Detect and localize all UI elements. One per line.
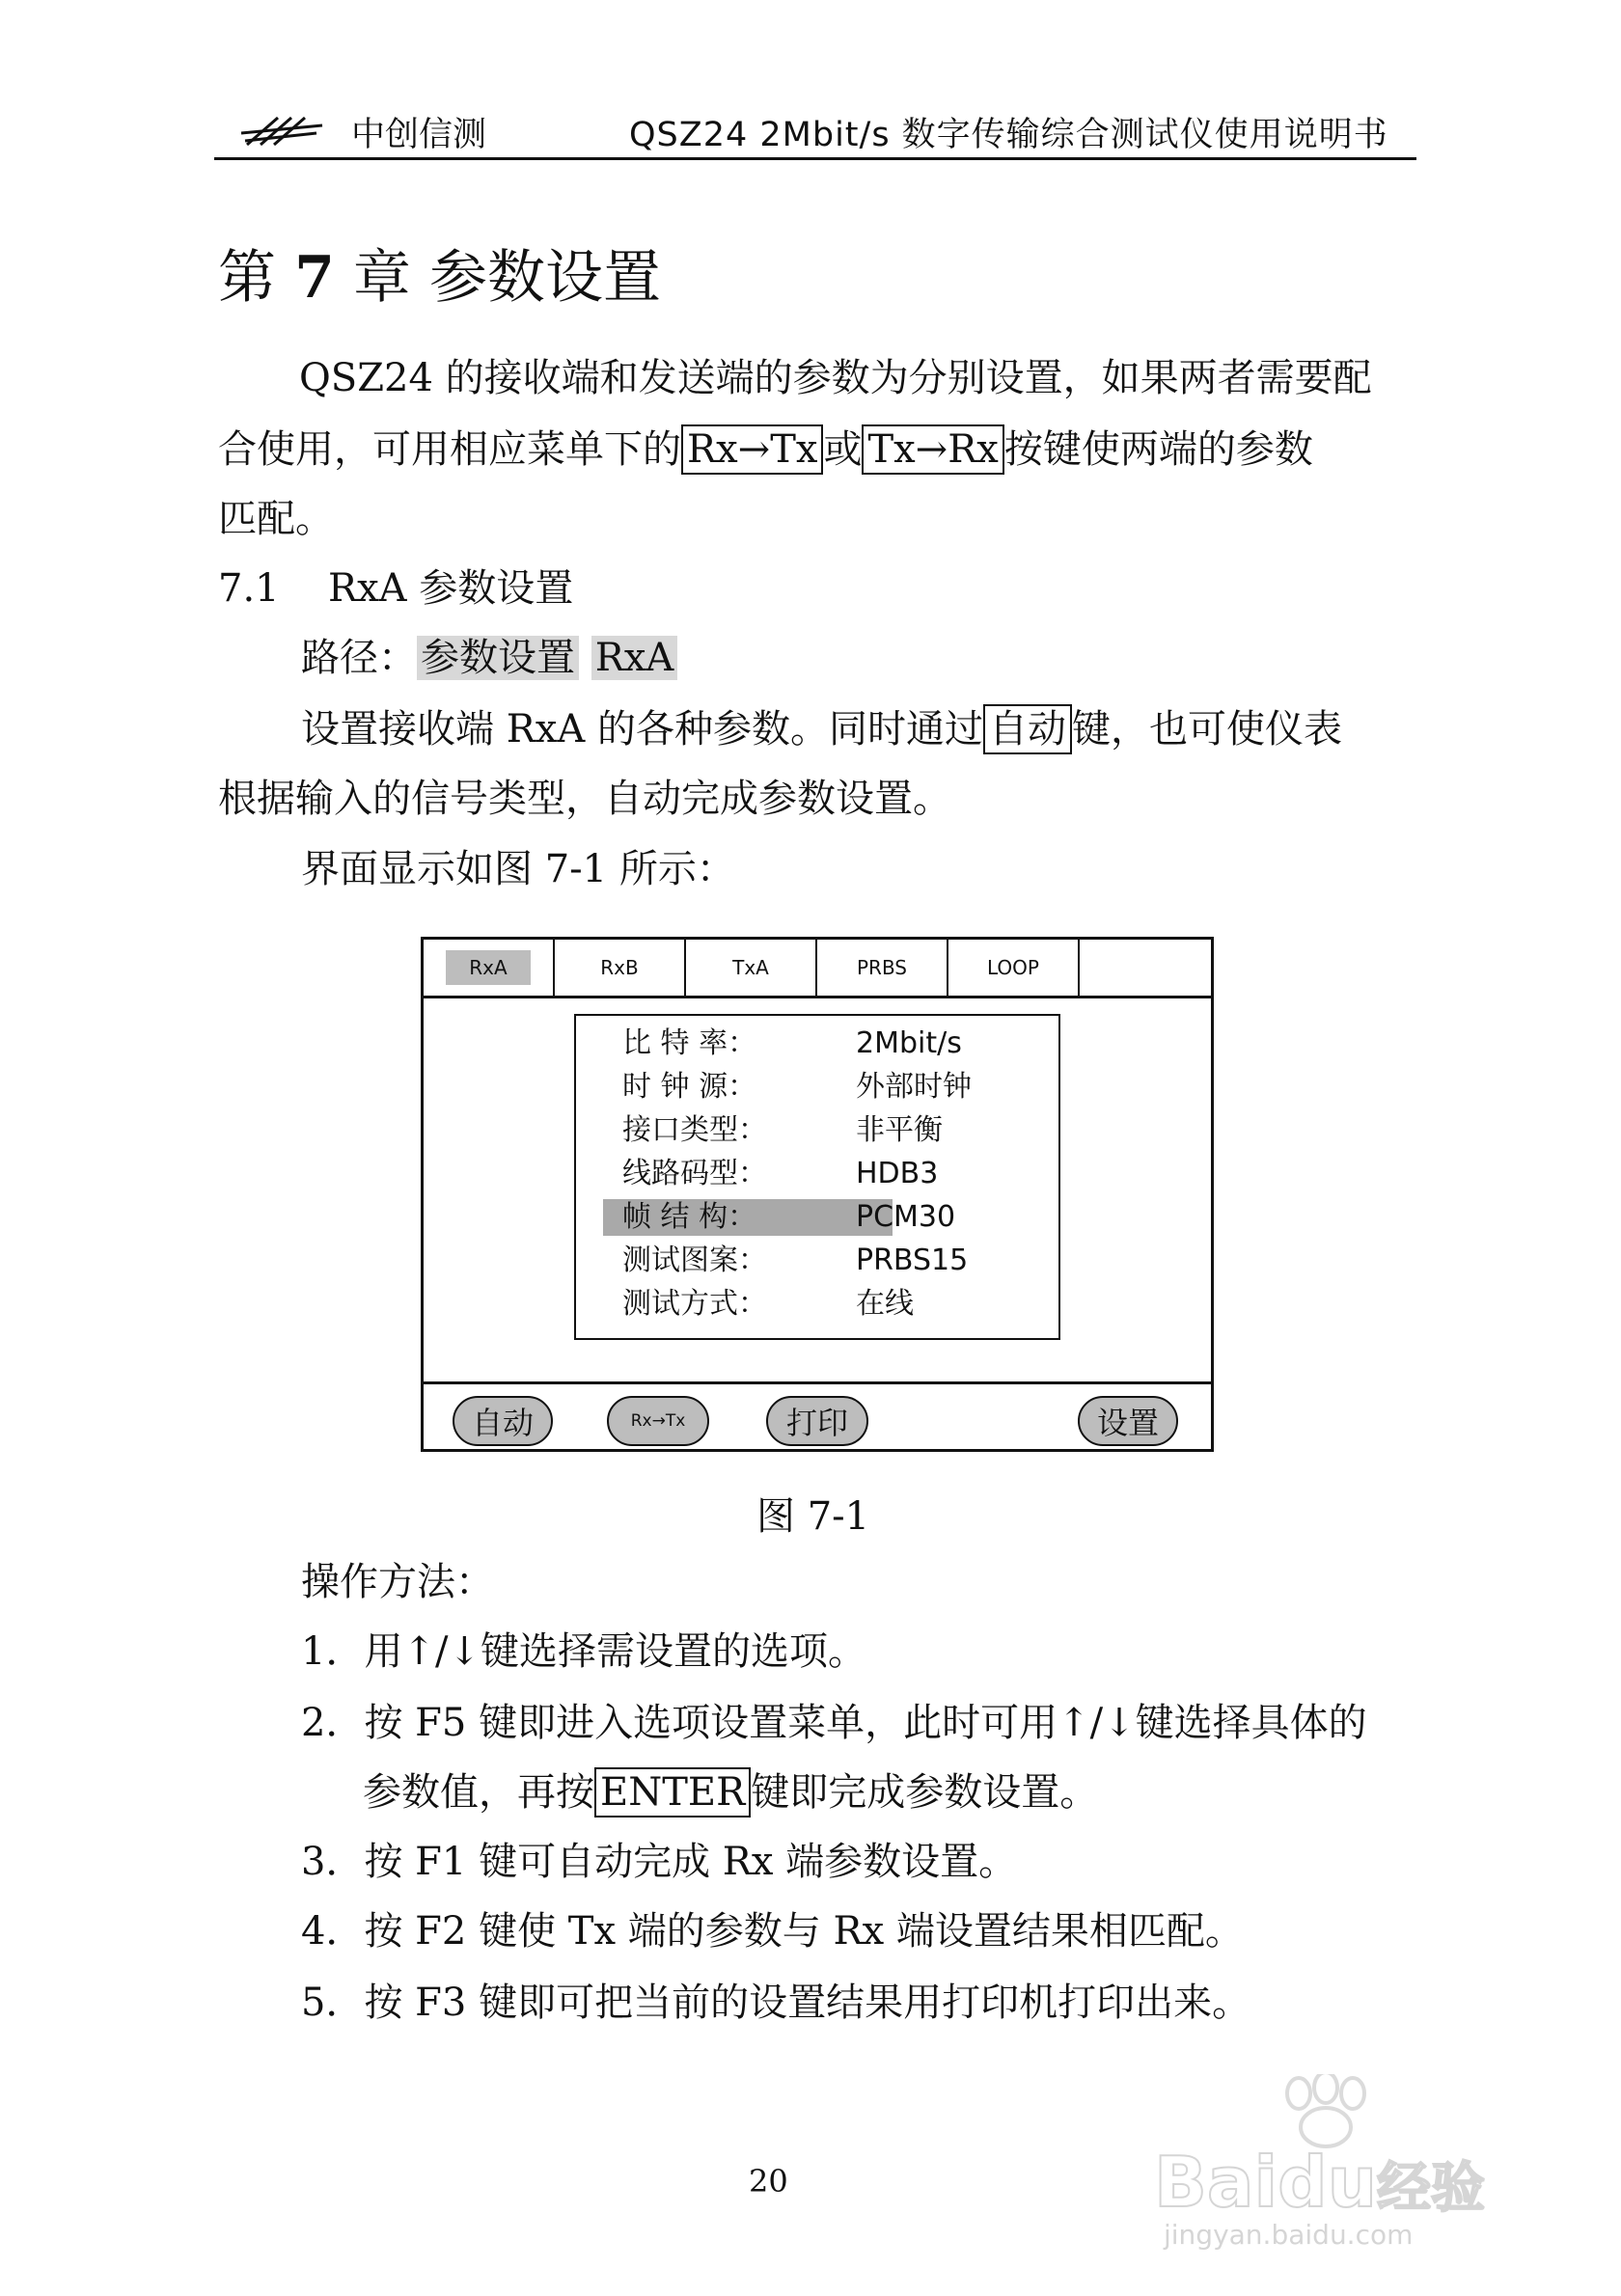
param-row-frame-structure[interactable]: 帧 结 构： PCM30 — [622, 1199, 893, 1236]
step-5: 5．按 F3 键即可把当前的设置结果用打印机打印出来。 — [301, 1981, 1251, 2025]
step-4: 4．按 F2 键使 Tx 端的参数与 Rx 端设置结果相匹配。 — [301, 1909, 1244, 1954]
tab-empty — [1080, 940, 1211, 996]
section-title: RxA 参数设置 — [328, 566, 574, 611]
header-title: QSZ24 2Mbit/s 数字传输综合测试仪使用说明书 — [629, 116, 1388, 154]
tab-rxa[interactable]: RxA — [424, 940, 555, 996]
tab-prbs[interactable]: PRBS — [817, 940, 948, 996]
enter-key: ENTER — [594, 1767, 751, 1818]
step-2-line-1: 2．按 F5 键即进入选项设置菜单，此时可用↑/↓键选择具体的 — [301, 1701, 1367, 1745]
step-3: 3．按 F1 键可自动完成 Rx 端参数设置。 — [301, 1840, 1018, 1884]
screen-tab-bar — [424, 940, 1211, 998]
param-row-line-code[interactable]: 线路码型： HDB3 — [622, 1157, 939, 1190]
tab-txa[interactable]: TxA — [686, 940, 817, 996]
param-row-interface-type[interactable]: 接口类型： 非平衡 — [622, 1113, 943, 1147]
intro-line-2: 合使用，可用相应菜单下的 Rx→Tx 或 Tx→Rx 按键使两端的参数 — [218, 424, 1313, 475]
desc-line-3: 界面显示如图 7-1 所示： — [301, 847, 735, 891]
tab-rxb[interactable]: RxB — [555, 940, 686, 996]
intro-line-3: 匹配。 — [218, 497, 334, 541]
menu-path: 路径： 参数设置 RxA — [301, 633, 677, 683]
parameter-panel — [574, 1014, 1060, 1340]
auto-button[interactable]: 自动 — [453, 1396, 553, 1446]
function-bar-divider — [424, 1381, 1211, 1384]
settings-button[interactable]: 设置 — [1078, 1396, 1178, 1446]
auto-key: 自动 — [983, 704, 1072, 754]
param-row-clock-source[interactable]: 时 钟 源： 外部时钟 — [622, 1070, 972, 1104]
tx-to-rx-key: Tx→Rx — [862, 424, 1003, 475]
desc-line-1: 设置接收端 RxA 的各种参数。同时通过 自动 键，也可使仪表 — [301, 704, 1342, 754]
header-brand: 中创信测 — [351, 116, 487, 154]
instrument-screen — [421, 937, 1214, 1452]
tab-loop[interactable]: LOOP — [948, 940, 1080, 996]
rx-to-tx-key: Rx→Tx — [681, 424, 823, 475]
chapter-title: 第 7 章 参数设置 — [218, 244, 661, 312]
operation-heading: 操作方法： — [301, 1560, 494, 1604]
print-button[interactable]: 打印 — [766, 1396, 868, 1446]
page-number: 20 — [749, 2163, 788, 2200]
header-divider — [214, 157, 1416, 160]
param-row-bitrate[interactable]: 比 特 率： 2Mbit/s — [622, 1026, 962, 1060]
param-row-test-pattern[interactable]: 测试图案： PRBS15 — [622, 1244, 969, 1277]
intro-line-1: QSZ24 的接收端和发送端的参数为分别设置，如果两者需要配 — [299, 356, 1372, 400]
desc-line-2: 根据输入的信号类型，自动完成参数设置。 — [218, 777, 951, 821]
section-number: 7.1 — [218, 566, 280, 611]
step-2-line-2: 参数值，再按 ENTER 键即完成参数设置。 — [363, 1767, 1098, 1818]
path-item: RxA — [591, 636, 678, 680]
baidu-jingyan-watermark: Baidu经验 jingyan.baidu.com — [1154, 2074, 1550, 2248]
step-1: 1．用↑/↓键选择需设置的选项。 — [301, 1629, 866, 1674]
rx-to-tx-button[interactable]: Rx→Tx — [607, 1396, 709, 1446]
path-menu: 参数设置 — [417, 636, 579, 680]
company-logo-icon — [239, 108, 328, 154]
figure-caption: 图 7-1 — [756, 1494, 870, 1539]
param-row-test-mode[interactable]: 测试方式： 在线 — [622, 1287, 914, 1321]
